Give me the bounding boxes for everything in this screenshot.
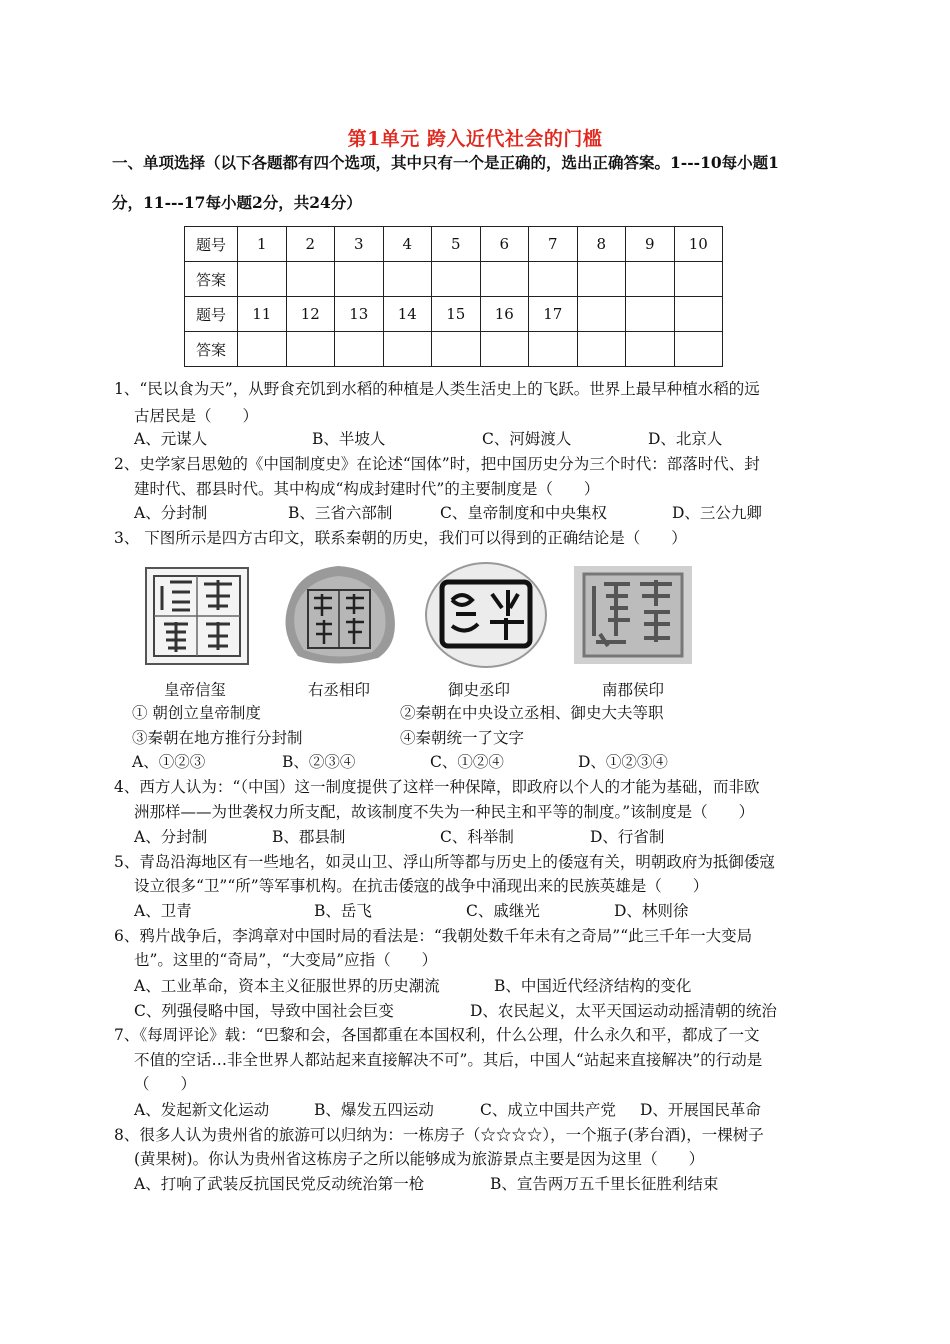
q5-option-b[interactable]: B、岳飞 — [314, 902, 372, 920]
seal-huangdi-xinxi-image — [144, 566, 250, 666]
table-cell: 9 — [626, 227, 675, 262]
q2-option-d[interactable]: D、三公九卿 — [672, 504, 762, 522]
seal-images — [140, 560, 720, 670]
q7-stem-line2: 不值的空话…非全世界人都站起来直接解决不可”。其后，中国人“站起来直接解决”的行动是 — [134, 1051, 763, 1069]
seal-yushi-chengyin-image — [422, 560, 552, 670]
q1-option-a[interactable]: A、元谋人 — [134, 430, 208, 448]
instructions-line1: 一、单项选择（以下各题都有四个选项，其中只有一个是正确的，选出正确答案。1---10每小题1 — [112, 153, 779, 172]
answer-cell[interactable] — [577, 332, 626, 367]
q6-option-c[interactable]: C、列强侵略中国，导致中国社会巨变 — [134, 1002, 394, 1020]
q7-stem-line3: （ ） — [134, 1075, 197, 1093]
q5-stem-line1: 5、青岛沿海地区有一些地名，如灵山卫、浮山所等都与历史上的倭寇有关，明朝政府为抵御倭寇 — [114, 853, 775, 871]
q2-option-c[interactable]: C、皇帝制度和中央集权 — [440, 504, 607, 522]
answer-cell[interactable] — [480, 332, 529, 367]
q3-stem: 3、 下图所示是四方古印文，联系秦朝的历史，我们可以得到的正确结论是（ ） — [114, 529, 687, 547]
answer-cell[interactable] — [238, 332, 287, 367]
answer-cell[interactable] — [383, 262, 432, 297]
answer-cell[interactable] — [626, 332, 675, 367]
answer-cell[interactable] — [480, 262, 529, 297]
table-cell: 13 — [335, 297, 384, 332]
seal-nanjun-houyin-image — [570, 562, 696, 668]
q7-option-b[interactable]: B、爆发五四运动 — [314, 1101, 434, 1119]
q5-option-c[interactable]: C、戚继光 — [466, 902, 540, 920]
q2-option-a[interactable]: A、分封制 — [134, 504, 208, 522]
q1-option-b[interactable]: B、半坡人 — [312, 430, 386, 448]
q8-option-a[interactable]: A、打响了武装反抗国民党反动统治第一枪 — [134, 1175, 425, 1193]
q7-stem-line1: 7、《每周评论》载：“巴黎和会，各国都重在本国权利，什么公理，什么永久和平，都成了一文 — [114, 1026, 760, 1044]
table-row — [185, 297, 723, 332]
table-cell: 15 — [432, 297, 481, 332]
table-cell: 12 — [286, 297, 335, 332]
q8-option-b[interactable]: B、宣告两万五千里长征胜利结束 — [490, 1175, 719, 1193]
answer-cell[interactable] — [286, 332, 335, 367]
answer-cell[interactable] — [674, 332, 723, 367]
q3-statement-1: ① 朝创立皇帝制度 — [132, 704, 261, 722]
q4-option-a[interactable]: A、分封制 — [134, 828, 208, 846]
answer-cell[interactable] — [335, 262, 384, 297]
answer-cell[interactable] — [335, 332, 384, 367]
q3-option-c[interactable]: C、①②④ — [430, 753, 504, 771]
q5-stem-line2: 设立很多“卫”“所”等军事机构。在抗击倭寇的战争中涌现出来的民族英雄是（ ） — [134, 877, 709, 895]
table-cell — [674, 297, 723, 332]
table-cell: 6 — [480, 227, 529, 262]
q7-option-a[interactable]: A、发起新文化运动 — [134, 1101, 270, 1119]
instructions-line2: 分，11---17每小题2分，共24分） — [112, 193, 362, 212]
table-row — [185, 227, 723, 262]
table-cell: 3 — [335, 227, 384, 262]
table-cell: 4 — [383, 227, 432, 262]
q4-option-d[interactable]: D、行省制 — [590, 828, 665, 846]
q8-stem-line2: (黄果树)。你认为贵州省这栋房子之所以能够成为旅游景点主要是因为这里（ ） — [134, 1150, 705, 1168]
q6-stem-line2: 也”。这里的“奇局”，“大变局”应指（ ） — [134, 951, 438, 969]
q4-stem-line1: 4、西方人认为：“（中国）这一制度提供了这样一种保障，即政府以个人的才能为基础，而非欧 — [114, 778, 760, 796]
table-cell: 2 — [286, 227, 335, 262]
q4-option-c[interactable]: C、科举制 — [440, 828, 514, 846]
q6-option-b[interactable]: B、中国近代经济结构的变化 — [494, 977, 692, 995]
table-cell: 16 — [480, 297, 529, 332]
answer-cell[interactable] — [626, 262, 675, 297]
q6-stem-line1: 6、鸦片战争后，李鸿章对中国时局的看法是：“我朝处数千年未有之奇局”“此三千年一大变局 — [114, 927, 753, 945]
seal-caption-3: 御史丞印 — [448, 681, 511, 699]
q4-option-b[interactable]: B、郡县制 — [272, 828, 346, 846]
table-cell — [577, 297, 626, 332]
table-cell: 11 — [238, 297, 287, 332]
q3-option-d[interactable]: D、①②③④ — [578, 753, 668, 771]
q1-stem-line2: 古居民是（ ） — [134, 407, 259, 425]
table-cell: 10 — [674, 227, 723, 262]
table-cell: 17 — [529, 297, 578, 332]
table-cell: 7 — [529, 227, 578, 262]
table-cell: 14 — [383, 297, 432, 332]
q3-option-b[interactable]: B、②③④ — [282, 753, 356, 771]
q1-stem-line1: 1、“民以食为天”，从野食充饥到水稻的种植是人类生活史上的飞跃。世界上最早种植水稻的远 — [114, 380, 760, 398]
q4-stem-line2: 洲那样——为世袭权力所支配，故该制度不失为一种民主和平等的制度。”该制度是（ ） — [134, 803, 755, 821]
q7-option-c[interactable]: C、成立中国共产党 — [480, 1101, 616, 1119]
q3-statement-3: ③秦朝在地方推行分封制 — [132, 729, 303, 747]
answer-cell[interactable] — [577, 262, 626, 297]
answer-cell[interactable] — [383, 332, 432, 367]
answer-cell[interactable] — [238, 262, 287, 297]
q1-option-d[interactable]: D、北京人 — [648, 430, 723, 448]
table-cell: 题号 — [185, 227, 238, 262]
q6-option-a[interactable]: A、工业革命，资本主义征服世界的历史潮流 — [134, 977, 440, 995]
page-title: 第1单元 跨入近代社会的门槛 — [347, 128, 603, 150]
table-row — [185, 262, 723, 297]
table-cell: 5 — [432, 227, 481, 262]
q2-option-b[interactable]: B、三省六部制 — [288, 504, 393, 522]
seal-caption-2: 右丞相印 — [308, 681, 371, 699]
seal-caption-1: 皇帝信玺 — [164, 681, 227, 699]
q5-option-a[interactable]: A、卫青 — [134, 902, 192, 920]
answer-cell[interactable] — [674, 262, 723, 297]
q2-stem-line1: 2、史学家吕思勉的《中国制度史》在论述“国体”时，把中国历史分为三个时代：部落时代、封 — [114, 455, 760, 473]
table-cell — [626, 297, 675, 332]
q5-option-d[interactable]: D、林则徐 — [614, 902, 689, 920]
table-row — [185, 332, 723, 367]
answer-cell[interactable] — [529, 332, 578, 367]
q3-statement-2: ②秦朝在中央设立丞相、御史大夫等职 — [400, 704, 664, 722]
q2-stem-line2: 建时代、郡县时代。其中构成“构成封建时代”的主要制度是（ ） — [134, 480, 600, 498]
table-cell: 答案 — [185, 262, 238, 297]
q8-stem-line1: 8、很多人认为贵州省的旅游可以归纳为：一栋房子（☆☆☆☆），一个瓶子(茅台酒)，一棵树子 — [114, 1126, 764, 1144]
answer-cell[interactable] — [432, 332, 481, 367]
table-cell: 8 — [577, 227, 626, 262]
seal-caption-4: 南郡侯印 — [602, 681, 665, 699]
q1-option-c[interactable]: C、河姆渡人 — [482, 430, 572, 448]
table-cell: 答案 — [185, 332, 238, 367]
table-cell: 1 — [238, 227, 287, 262]
answer-cell[interactable] — [432, 262, 481, 297]
q3-statement-4: ④秦朝统一了文字 — [400, 729, 525, 747]
table-cell: 题号 — [185, 297, 238, 332]
answer-cell[interactable] — [286, 262, 335, 297]
q3-option-a[interactable]: A、①②③ — [132, 753, 206, 771]
answer-table — [184, 226, 723, 367]
answer-cell[interactable] — [529, 262, 578, 297]
q6-option-d[interactable]: D、农民起义，太平天国运动动摇清朝的统治 — [470, 1002, 777, 1020]
q7-option-d[interactable]: D、开展国民革命 — [640, 1101, 761, 1119]
seal-you-chengxiang-image — [274, 560, 404, 670]
